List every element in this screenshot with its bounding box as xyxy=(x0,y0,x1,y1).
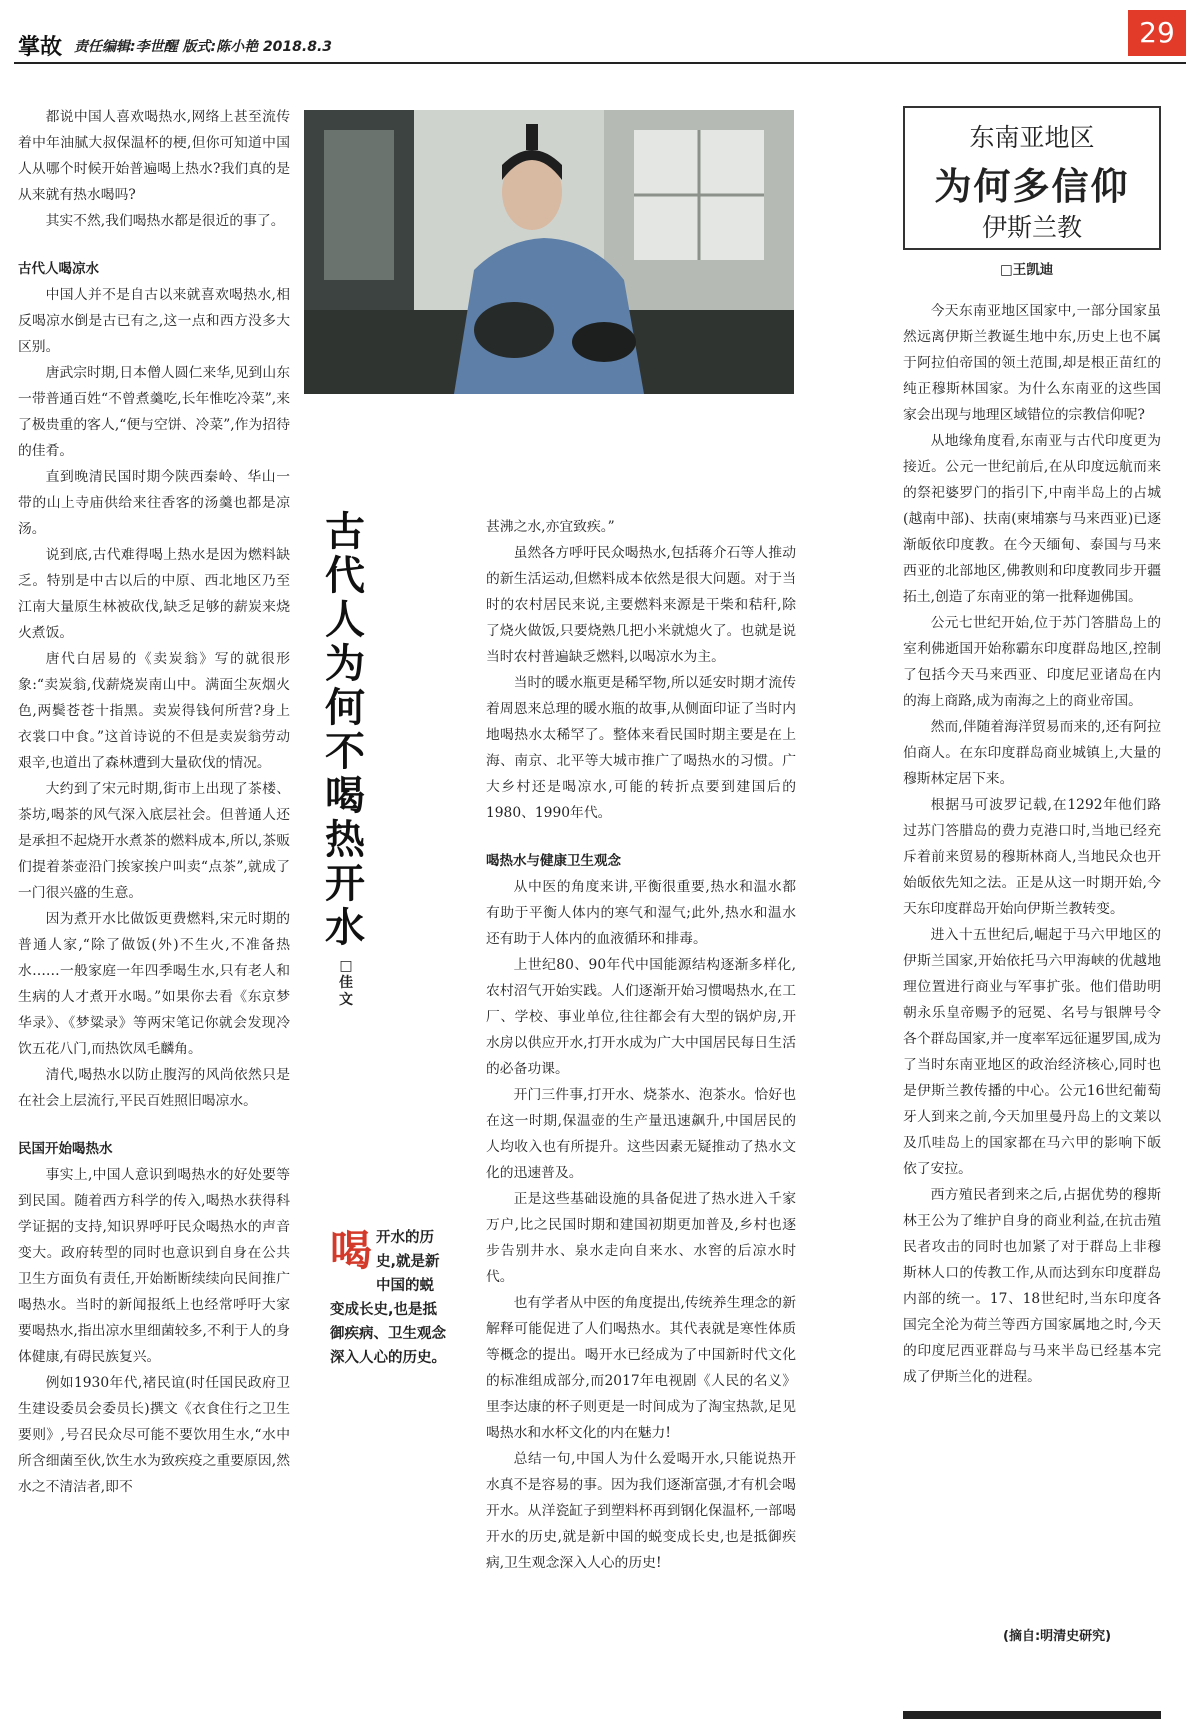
pull-quote-text: 开水的历史,就是新中国的蜕变成长史,也是抵御疾病、卫生观念深入人心的历史。 xyxy=(330,1230,446,1366)
pull-quote xyxy=(330,1226,446,1370)
paragraph: 唐武宗时期,日本僧人圆仁来华,见到山东一带普通百姓“不曾煮羹吃,长年惟吃冷菜”,来了极贵重的客人,“便与空饼、冷菜”,作为招待的佳肴。 xyxy=(18,365,290,459)
page-number: 29 xyxy=(1128,10,1186,56)
paragraph: 然而,伴随着海洋贸易而来的,还有阿拉伯商人。在东印度群岛商业城镇上,大量的穆斯林定居下来。 xyxy=(903,719,1161,787)
paragraph: 大约到了宋元时期,街市上出现了茶楼、茶坊,喝茶的风气深入底层社会。但普通人还是承担不起烧开水煮茶的燃料成本,所以,茶贩们提着茶壶沿门挨家挨户叫卖“点茶”,就成了一门很兴盛的生意。 xyxy=(18,781,290,901)
article2-author: □王凯迪 xyxy=(1000,262,1054,278)
pull-quote-initial: 喝 xyxy=(330,1226,373,1275)
section-heading: 民国开始喝热水 xyxy=(18,1141,113,1157)
paragraph: 当时的暖水瓶更是稀罕物,所以延安时期才流传着周恩来总理的暖水瓶的故事,从侧面印证了当时内地喝热水太稀罕了。整体来看民国时期主要是在上海、南京、北平等大城市推广了喝热水的习惯。广大乡村还是喝凉水,可能的转折点要到建国后的1980、1990年代。 xyxy=(486,675,796,821)
section-gap xyxy=(486,826,796,848)
article1-column-1 xyxy=(18,104,290,1500)
section-name: 掌故 xyxy=(18,35,63,60)
paragraph: 甚沸之水,亦宜致疾。” xyxy=(486,519,615,535)
article1-title: 古代人为何不喝热开水 xyxy=(325,508,365,951)
article1-column-2 xyxy=(486,514,796,1576)
section-heading: 喝热水与健康卫生观念 xyxy=(486,853,621,869)
article2-title-line2: 为何多信仰 xyxy=(934,165,1130,208)
article2-title-line3: 伊斯兰教 xyxy=(981,213,1082,242)
paragraph: 虽然各方呼吁民众喝热水,包括蒋介石等人推动的新生活运动,但燃料成本依然是很大问题。对于当时的农村居民来说,主要燃料来源是干柴和秸秆,除了烧火做饭,只要烧熟几把小米就熄火了。也就是说当时农村普遍缺乏燃料,以喝凉水为主。 xyxy=(486,545,796,665)
bottom-rule xyxy=(903,1711,1161,1719)
paragraph: 总结一句,中国人为什么爱喝开水,只能说热开水真不是容易的事。因为我们逐渐富强,才有机会喝开水。从洋瓷缸子到塑料杯再到钢化保温杯,一部喝开水的历史,就是新中国的蜕变成长史,也是抵御疾病,卫生观念深入人心的历史! xyxy=(486,1451,796,1571)
section-gap xyxy=(18,1114,290,1136)
article2-title-line1: 东南亚地区 xyxy=(969,123,1095,152)
article2-source: (摘自:明清史研究) xyxy=(1003,1629,1112,1644)
page-header xyxy=(0,0,1200,62)
section-heading: 古代人喝凉水 xyxy=(18,261,99,277)
article2-column xyxy=(903,298,1161,1390)
paragraph: 唐代白居易的《卖炭翁》写的就很形象:“卖炭翁,伐薪烧炭南山中。满面尘灰烟火色,两鬓苍苍十指黑。卖炭得钱何所营?身上衣裳口中食。”这首诗说的不但是卖炭翁劳动艰辛,也道出了森林遭到大量砍伐的情况。 xyxy=(18,651,290,771)
paragraph: 从地缘角度看,东南亚与古代印度更为接近。公元一世纪前后,在从印度远航而来的祭祀婆罗门的指引下,中南半岛上的占城(越南中部)、扶南(柬埔寨与马来西亚)已逐渐皈依印度教。在今天缅甸、泰国与马来西亚的北部地区,佛教则和印度教同步开疆拓土,创造了东南亚的第一批释迦佛国。 xyxy=(903,433,1161,605)
paragraph: 因为煮开水比做饭更费燃料,宋元时期的普通人家,“除了做饭(外)不生火,不准备热水……一般家庭一年四季喝生水,只有老人和生病的人才煮开水喝。”如果你去看《东京梦华录》、《梦粱录》等两宋笔记你就会发现冷饮五花八门,而热饮凤毛麟角。 xyxy=(18,911,290,1057)
paragraph: 西方殖民者到来之后,占据优势的穆斯林王公为了维护自身的商业利益,在抗击殖民者攻击的同时也加紧了对于群岛上非穆斯林人口的传教工作,从而达到东印度群岛内部的统一。17、18世纪时,当东印度各国完全沦为荷兰等西方国家属地之时,今天的印度尼西亚群岛与马来半岛已经基本完成了伊斯兰化的进程。 xyxy=(903,1187,1161,1385)
section-gap xyxy=(18,234,290,256)
paragraph: 从中医的角度来讲,平衡很重要,热水和温水都有助于平衡人体内的寒气和湿气;此外,热水和温水还有助于人体内的血液循环和排毒。 xyxy=(486,879,796,947)
article-photo xyxy=(304,110,794,394)
article1-author: □佳文 xyxy=(339,958,353,1008)
paragraph: 也有学者从中医的角度提出,传统养生理念的新解释可能促进了人们喝热水。其代表就是寒性体质等概念的提出。喝开水已经成为了中国新时代文化的标准组成部分,而2017年电视剧《人民的名义》里李达康的杯子则更是一时间成为了淘宝热款,足见喝热水和水杯文化的内在魅力! xyxy=(486,1295,796,1441)
paragraph: 其实不然,我们喝热水都是很近的事了。 xyxy=(45,213,285,229)
paragraph: 今天东南亚地区国家中,一部分国家虽然远离伊斯兰教诞生地中东,历史上也不属于阿拉伯帝国的领土范围,却是根正苗红的纯正穆斯林国家。为什么东南亚的这些国家会出现与地理区域错位的宗教信仰呢? xyxy=(903,303,1161,423)
paragraph: 都说中国人喜欢喝热水,网络上甚至流传着中年油腻大叔保温杯的梗,但你可知道中国人从哪个时候开始普遍喝上热水?我们真的是从来就有热水喝吗? xyxy=(18,109,290,203)
paragraph: 根据马可波罗记载,在1292年他们路过苏门答腊岛的费力克港口时,当地已经充斥着前来贸易的穆斯林商人,当地民众也开始皈依先知之法。正是从这一时期开始,今天东印度群岛开始向伊斯兰教转变。 xyxy=(903,797,1161,917)
header-rule xyxy=(14,62,1186,64)
paragraph: 直到晚清民国时期今陕西秦岭、华山一带的山上寺庙供给来往香客的汤羹也都是凉汤。 xyxy=(18,469,290,537)
paragraph: 说到底,古代难得喝上热水是因为燃料缺乏。特别是中古以后的中原、西北地区乃至江南大量原生林被砍伐,缺乏足够的薪炭来烧火煮饭。 xyxy=(18,547,290,641)
paragraph: 开门三件事,打开水、烧茶水、泡茶水。恰好也在这一时期,保温壶的生产量迅速飙升,中国居民的人均收入也有所提升。这些因素无疑推动了热水文化的迅速普及。 xyxy=(486,1087,796,1181)
paragraph: 进入十五世纪后,崛起于马六甲地区的伊斯兰国家,开始依托马六甲海峡的优越地理位置进行商业与军事扩张。他们借助明朝永乐皇帝赐予的冠冕、名号与银牌号令各个群岛国家,并一度率军远征暹罗国,成为了当时东南亚地区的政治经济核心,同时也是伊斯兰教传播的中心。公元16世纪葡萄牙人到来之前,今天加里曼丹岛上的文莱以及爪哇岛上的国家都在马六甲的影响下皈依了安拉。 xyxy=(903,927,1161,1177)
editor-credits: 责任编辑:李世醒 版式:陈小艳 2018.8.3 xyxy=(74,39,333,55)
paragraph: 上世纪80、90年代中国能源结构逐渐多样化,农村沼气开始实践。人们逐渐开始习惯喝热水,在工厂、学校、事业单位,往往都会有大型的锅炉房,开水房以供应开水,打开水成为广大中国居民每日生活的必备功课。 xyxy=(486,957,796,1077)
man-pouring-tea-illustration xyxy=(304,110,794,394)
paragraph: 清代,喝热水以防止腹泻的风尚依然只是在社会上层流行,平民百姓照旧喝凉水。 xyxy=(18,1067,290,1109)
article2-title-box xyxy=(903,106,1161,250)
paragraph: 例如1930年代,褚民谊(时任国民政府卫生建设委员会委员长)撰文《衣食住行之卫生要则》,号召民众尽可能不要饮用生水,“水中所含细菌至伙,饮生水为致疾疫之重要原因,然水之不清洁者,即不 xyxy=(18,1375,290,1495)
paragraph: 公元七世纪开始,位于苏门答腊岛上的室利佛逝国开始称霸东印度群岛地区,控制了包括今天马来西亚、印度尼亚诸岛在内的海上商路,成为南海之上的商业帝国。 xyxy=(903,615,1161,709)
paragraph: 正是这些基础设施的具备促进了热水进入千家万户,比之民国时期和建国初期更加普及,乡村也逐步告别井水、泉水走向自来水、水窖的后凉水时代。 xyxy=(486,1191,796,1285)
paragraph: 事实上,中国人意识到喝热水的好处要等到民国。随着西方科学的传入,喝热水获得科学证据的支持,知识界呼吁民众喝热水的声音变大。政府转型的同时也意识到自身在公共卫生方面负有责任,开始断断续续向民间推广喝热水。当时的新闻报纸上也经常呼吁大家要喝热水,指出凉水里细菌较多,不利于人的身体健康,有碍民族复兴。 xyxy=(18,1167,290,1365)
paragraph: 中国人并不是自古以来就喜欢喝热水,相反喝凉水倒是古已有之,这一点和西方没多大区别。 xyxy=(18,287,290,355)
